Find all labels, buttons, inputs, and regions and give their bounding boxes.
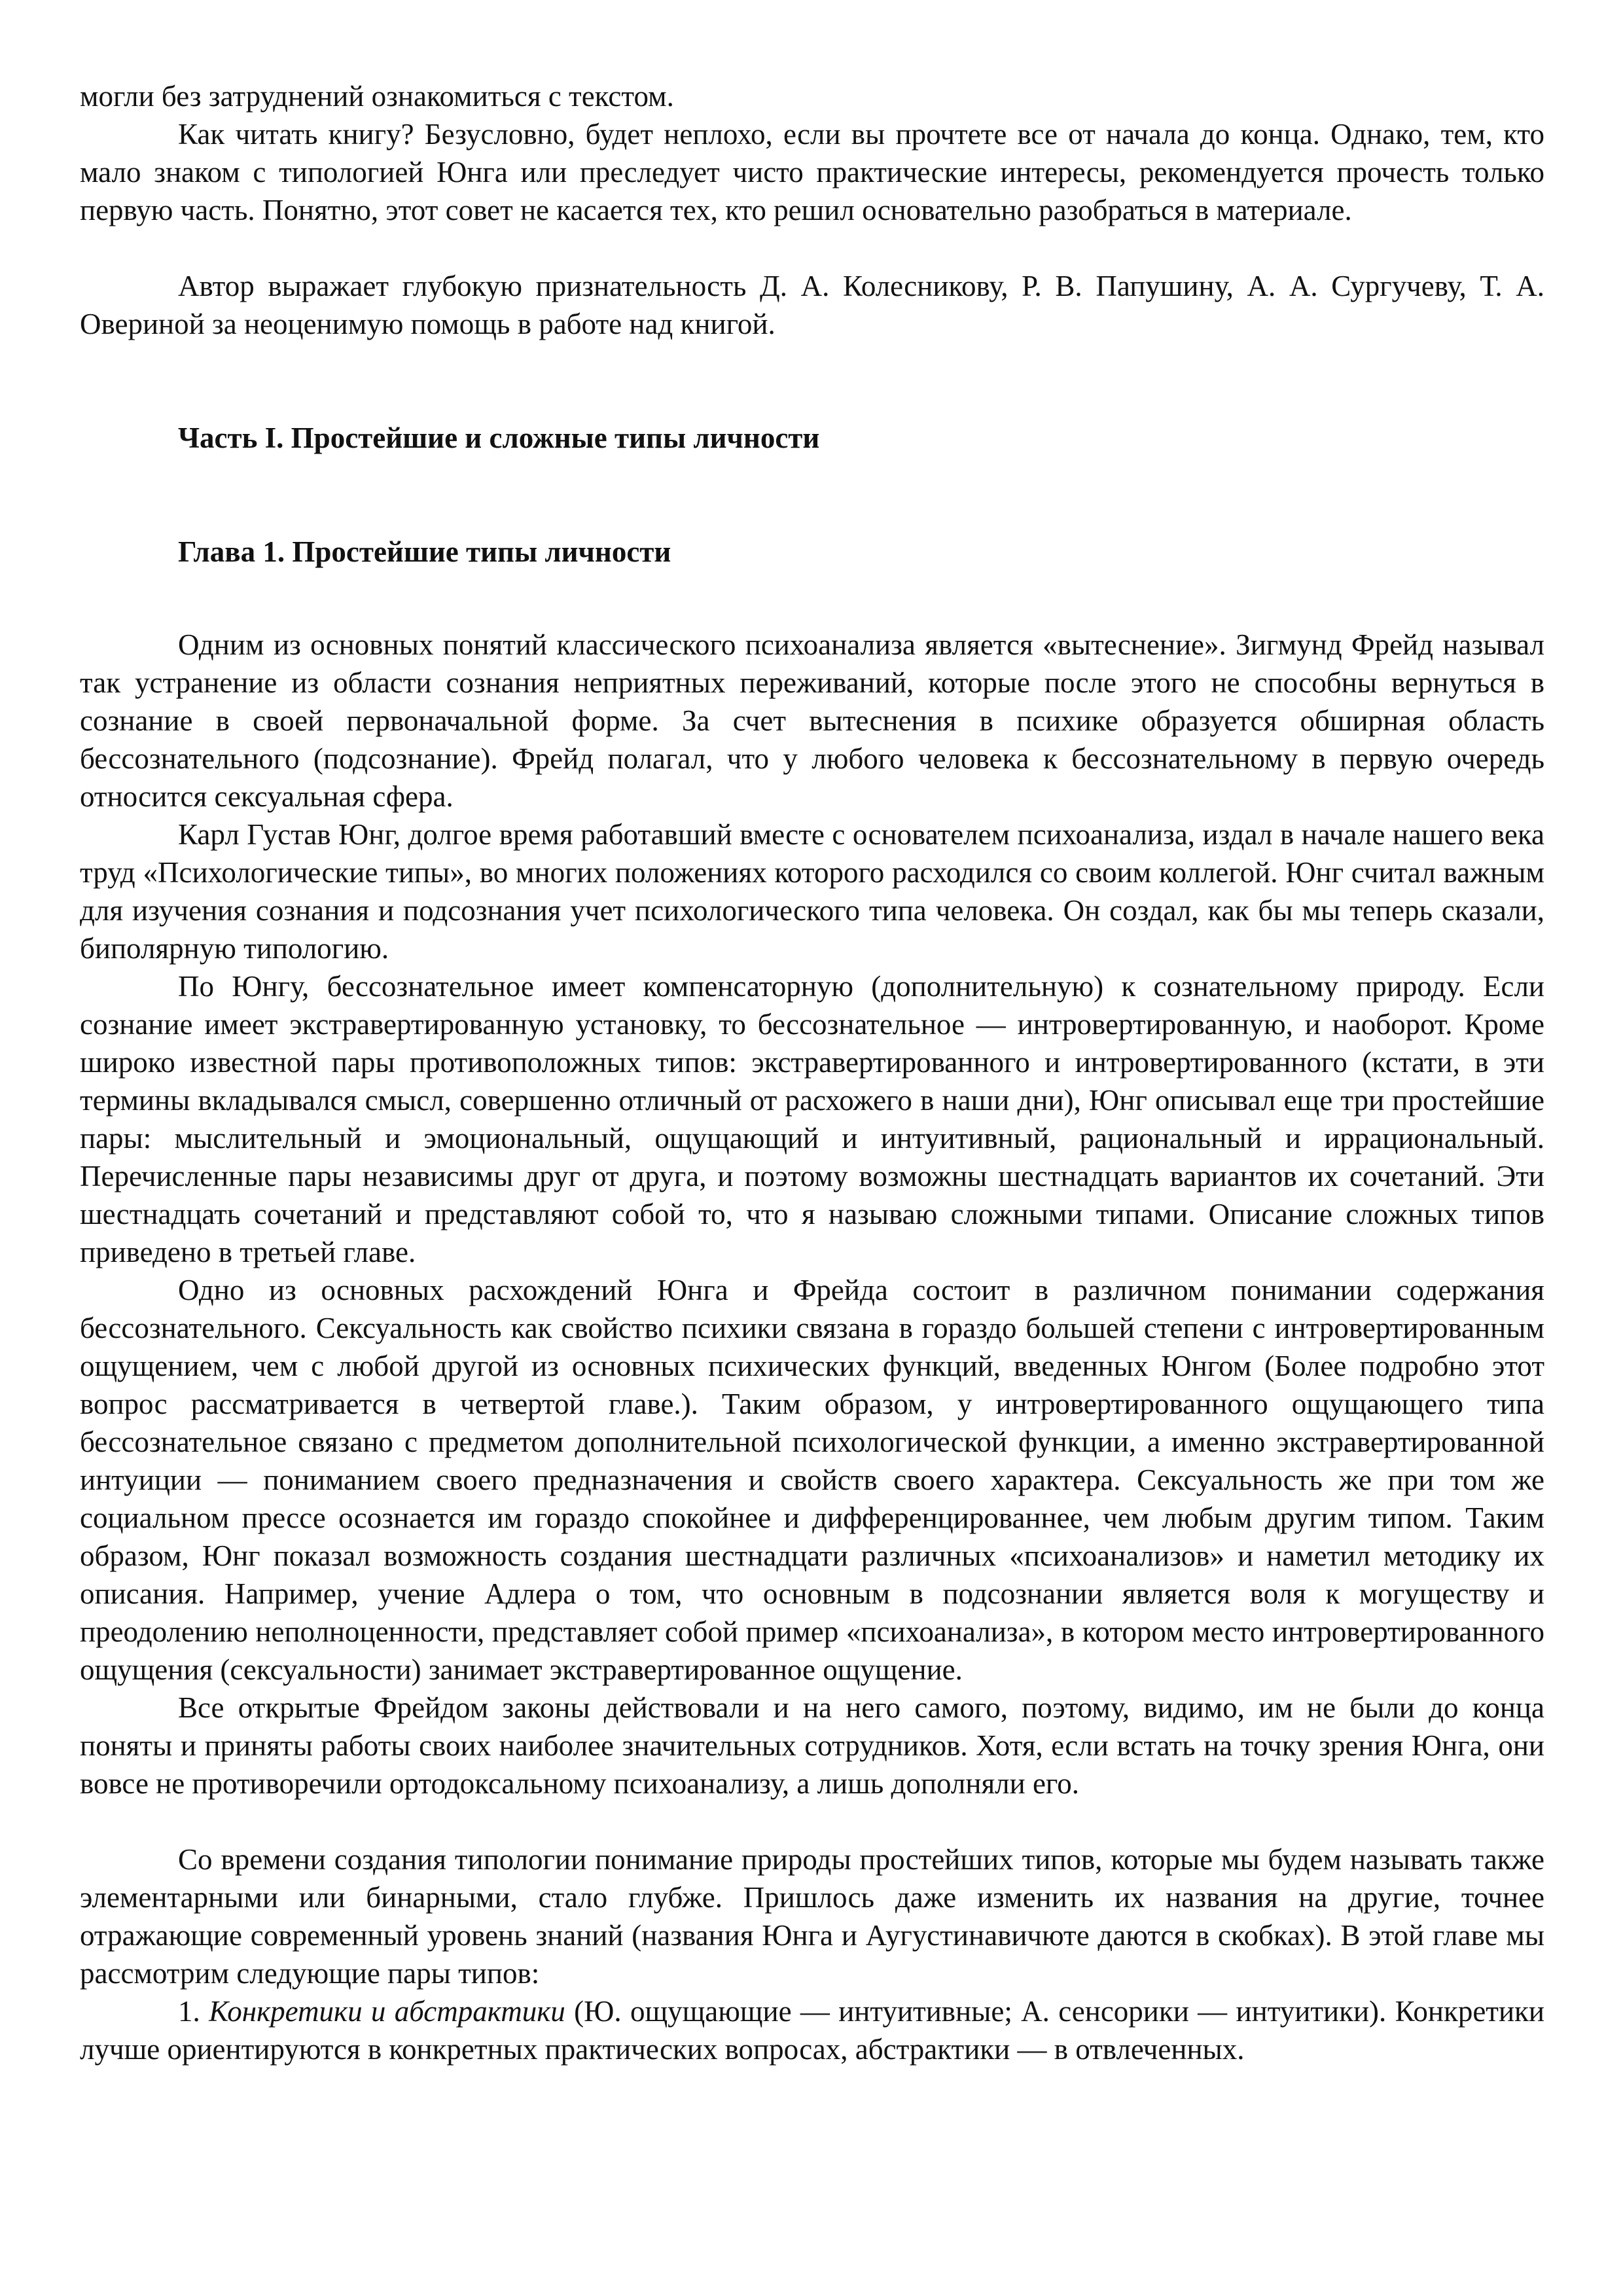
part-heading: Часть I. Простейшие и сложные типы личности — [178, 422, 820, 454]
paragraph-continuation: могли без затруднений ознакомиться с текстом. — [80, 80, 674, 113]
list-item-term: Конкретики и абстрактики — [209, 1995, 565, 2028]
paragraph-types-intro: Со времени создания типологии понимание природы простейших типов, которые мы будем называть также элементарными или бинарными, стало глубже. Пришлось даже изменить их названия на другие, точнее отражающие современный уровень знаний (названия Юнга и Аугустинавичюте даются в скобках). В этой главе мы рассмотрим следующие пары типов: — [80, 1843, 1544, 1990]
paragraph-how-to-read: Как читать книгу? Безусловно, будет неплохо, если вы прочтете все от начала до конца. Однако, тем, кто мало знаком с типологией Юнга или преследует чисто практические интересы, рекомендуется прочесть только первую часть. Понятно, этот совет не касается тех, кто решил основательно разобраться в материале. — [80, 118, 1544, 226]
list-item-description: (Ю. ощущающие — интуитивные; А. сенсорики — интуитики). Конкретики лучше ориентируются в конкретных практических вопросах, абстрактики — в отвлеченных. — [80, 1995, 1544, 2066]
paragraph-acknowledgements: Автор выражает глубокую признательность Д. А. Колесникову, Р. В. Папушину, А. А. Сургучеву, Т. А. Овериной за неоценимую помощь в работе над книгой. — [80, 270, 1544, 340]
paragraph-divergence: Одно из основных расхождений Юнга и Фрейда состоит в различном понимании содержания бессознательного. Сексуальность как свойство психики связана в гораздо большей степени с интровертированным ощущением, чем с любой другой из основных психических функций, введенных Юнгом (Более подробно этот вопрос рассматривается в четвертой главе.). Таким образом, у интровертированного ощущающего типа бессознательное связано с предметом дополнительной психологической функции, а именно экстравертированной интуиции — пониманием своего предназначения и свойств своего характера. Сексуальность же при том же социальном прессе осознается им гораздо спокойнее и дифференцированнее, чем любым другим типом. Таким образом, Юнг показал возможность создания шестнадцати различных «психоанализов» и наметил методику их описания. Например, учение Адлера о том, что основным в подсознании является воля к могуществу и преодолению неполноценности, представляет собой пример «психоанализа», в котором место интровертированного ощущения (сексуальности) занимает экстравертированное ощущение. — [80, 1274, 1544, 1686]
paragraph-repression: Одним из основных понятий классического психоанализа является «вытеснение». Зигмунд Фрейд называл так устранение из области сознания неприятных переживаний, которые после этого не способны вернуться в сознание в своей первоначальной форме. За счет вытеснения в психике образуется обширная область бессознательного (подсознание). Фрейд полагал, что у любого человека к бессознательному в первую очередь относится сексуальная сфера. — [80, 628, 1544, 813]
paragraph-freud-laws: Все открытые Фрейдом законы действовали и на него самого, поэтому, видимо, им не были до конца поняты и приняты работы своих наиболее значительных сотрудников. Хотя, если встать на точку зрения Юнга, они вовсе не противоречили ортодоксальному психоанализу, а лишь дополняли его. — [80, 1691, 1544, 1800]
paragraph-compensation: По Юнгу, бессознательное имеет компенсаторную (дополнительную) к сознательному природу. Если сознание имеет экстравертированную установку, то бессознательное — интровертированную, и наоборот. Кроме широко известной пары противоположных типов: экстравертированного и интровертированного (кстати, в эти термины вкладывался смысл, совершенно отличный от расхожего в наши дни), Юнг описывал еще три простейшие пары: мыслительный и эмоциональный, ощущающий и интуитивный, рациональный и иррациональный. Перечисленные пары независимы друг от друга, и поэтому возможны шестнадцать вариантов их сочетаний. Эти шестнадцать сочетаний и представляют собой то, что я называю сложными типами. Описание сложных типов приведено в третьей главе. — [80, 970, 1544, 1268]
paragraph-jung: Карл Густав Юнг, долгое время работавший вместе с основателем психоанализа, издал в начале нашего века труд «Психологические типы», во многих положениях которого расходился со своим коллегой. Юнг считал важным для изучения сознания и подсознания учет психологического типа человека. Он создал, как бы мы теперь сказали, биполярную типологию. — [80, 818, 1544, 965]
chapter-heading: Глава 1. Простейшие типы личности — [178, 535, 671, 568]
list-item-number: 1. — [178, 1995, 200, 2028]
list-item-concrete-abstract — [80, 1992, 1544, 2068]
